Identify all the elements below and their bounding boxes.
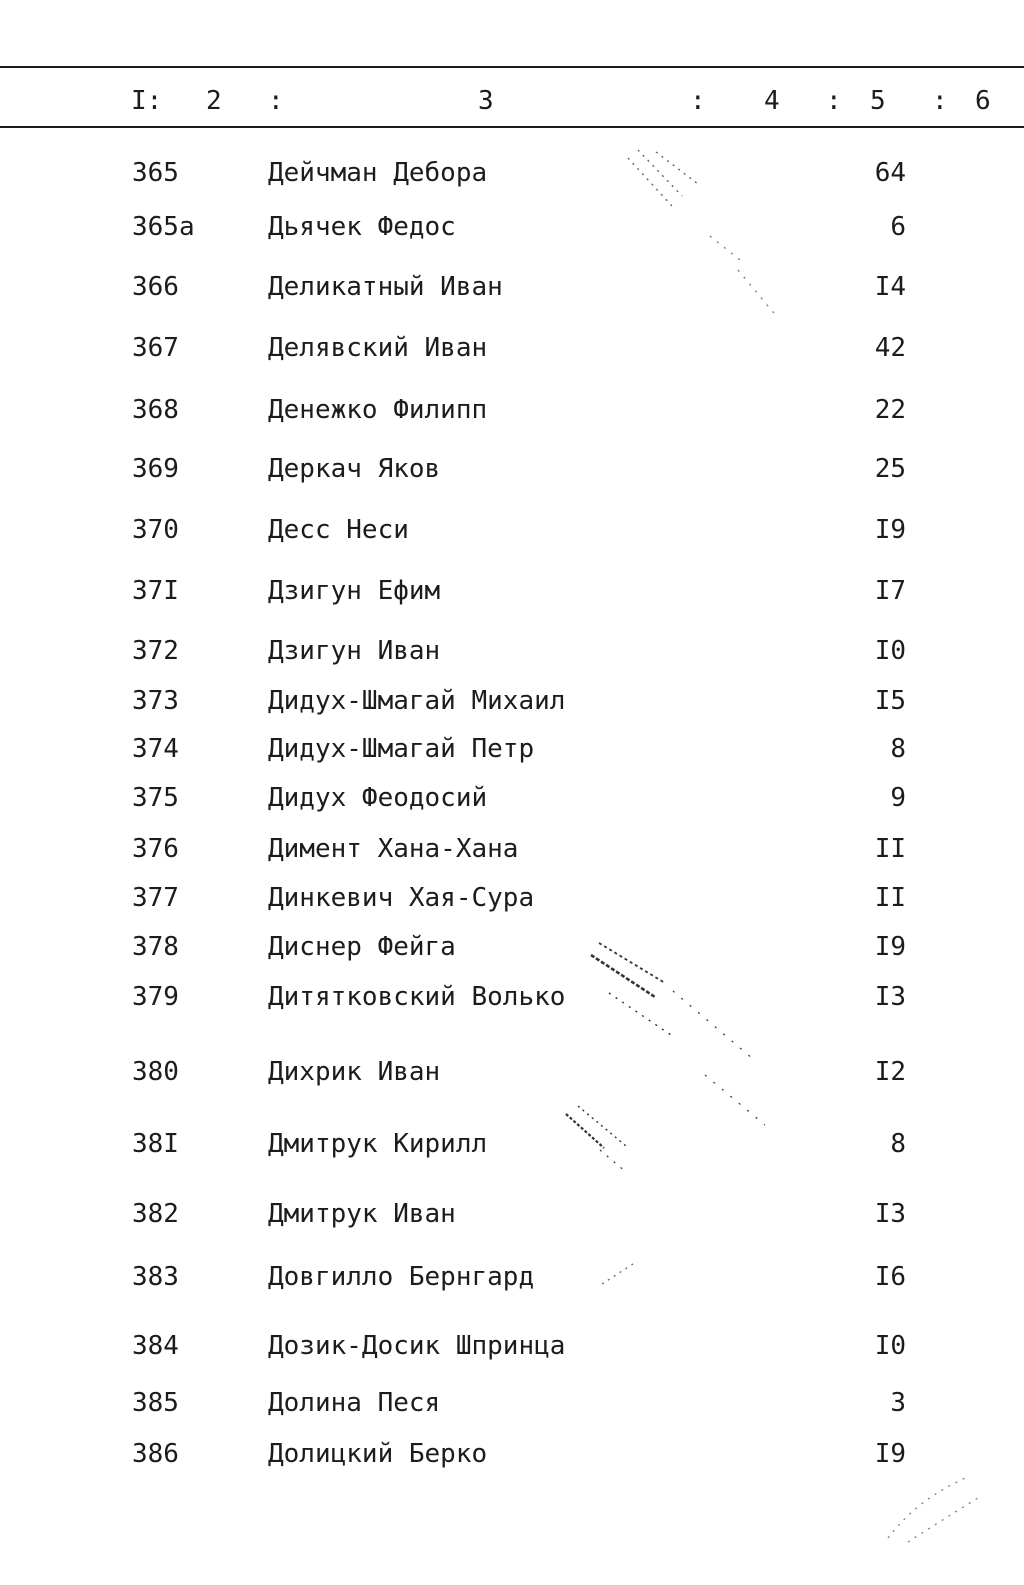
header-separator: : (690, 86, 706, 116)
entry-count: I6 (874, 1262, 906, 1292)
stamp-bleed-mark (598, 1258, 642, 1288)
entry-number: 377 (132, 883, 179, 913)
entry-name: Дидух-Шмагай Михаил (268, 686, 566, 716)
entry-number: 369 (132, 454, 179, 484)
entry-number: 376 (132, 834, 179, 864)
entry-number: 374 (132, 734, 179, 764)
entry-number: 384 (132, 1331, 179, 1361)
entry-count: I0 (874, 1331, 906, 1361)
entry-count: 8 (890, 734, 906, 764)
entry-number: 380 (132, 1057, 179, 1087)
entry-number: 382 (132, 1199, 179, 1229)
entry-name: Деликатный Иван (268, 272, 503, 302)
table-row (0, 451, 1024, 487)
header-separator: : (826, 86, 842, 116)
entry-number: 373 (132, 686, 179, 716)
table-row (0, 573, 1024, 609)
table-row (0, 979, 1024, 1015)
table-row (0, 831, 1024, 867)
entry-number: 370 (132, 515, 179, 545)
entry-number: 368 (132, 395, 179, 425)
header-col-6: 6 (975, 86, 991, 116)
entry-count: I4 (874, 272, 906, 302)
header-separator: : (268, 86, 284, 116)
entry-count: I9 (874, 1439, 906, 1469)
entry-count: 3 (890, 1388, 906, 1418)
table-row (0, 1436, 1024, 1472)
entry-name: Димент Хана-Хана (268, 834, 519, 864)
table-row (0, 269, 1024, 305)
entry-name: Дмитрук Иван (268, 1199, 456, 1229)
entry-count: I0 (874, 636, 906, 666)
header-col-1: I: (131, 86, 163, 116)
entry-number: 365а (132, 212, 195, 242)
stamp-bleed-mark (560, 1100, 650, 1180)
table-row (0, 1259, 1024, 1295)
table-row (0, 880, 1024, 916)
entry-number: 365 (132, 158, 179, 188)
entry-name: Дейчман Дебора (268, 158, 488, 188)
stamp-bleed-mark (620, 140, 710, 220)
entry-count: II (874, 883, 906, 913)
table-row (0, 731, 1024, 767)
entry-name: Дмитрук Кирилл (268, 1129, 488, 1159)
entry-number: 367 (132, 333, 179, 363)
table-row (0, 209, 1024, 245)
entry-name: Долицкий Берко (268, 1439, 488, 1469)
entry-count: 64 (874, 158, 906, 188)
entry-name: Дозик-Досик Шпринца (268, 1331, 566, 1361)
table-row (0, 929, 1024, 965)
table-row (0, 1385, 1024, 1421)
entry-name: Дьячек Федос (268, 212, 456, 242)
table-row (0, 1126, 1024, 1162)
stamp-bleed-mark (700, 230, 790, 330)
entry-count: I7 (874, 576, 906, 606)
entry-count: 42 (874, 333, 906, 363)
entry-name: Денежко Филипп (268, 395, 488, 425)
entry-count: 9 (890, 783, 906, 813)
entry-number: 372 (132, 636, 179, 666)
table-row (0, 1054, 1024, 1090)
table-row (0, 392, 1024, 428)
entry-count: 8 (890, 1129, 906, 1159)
entry-name: Дзигун Ефим (268, 576, 441, 606)
entry-count: 22 (874, 395, 906, 425)
entry-number: 385 (132, 1388, 179, 1418)
entry-name: Диснер Фейга (268, 932, 456, 962)
entry-count: I9 (874, 932, 906, 962)
entry-count: II (874, 834, 906, 864)
entry-number: 383 (132, 1262, 179, 1292)
stamp-bleed-mark (878, 1468, 988, 1548)
entry-name: Дитятковский Волько (268, 982, 566, 1012)
header-top-rule (0, 66, 1024, 68)
entry-number: 379 (132, 982, 179, 1012)
header-bottom-rule (0, 126, 1024, 128)
entry-count: 25 (874, 454, 906, 484)
header-separator: : (932, 86, 948, 116)
entry-count: I3 (874, 1199, 906, 1229)
header-col-3: 3 (478, 86, 494, 116)
entry-name: Дидух-Шмагай Петр (268, 734, 535, 764)
table-row (0, 330, 1024, 366)
entry-name: Делявский Иван (268, 333, 488, 363)
entry-name: Дихрик Иван (268, 1057, 441, 1087)
entry-number: 378 (132, 932, 179, 962)
entry-count: I9 (874, 515, 906, 545)
entry-count: I3 (874, 982, 906, 1012)
header-col-5: 5 (870, 86, 886, 116)
entry-number: 366 (132, 272, 179, 302)
table-row (0, 780, 1024, 816)
entry-name: Деркач Яков (268, 454, 441, 484)
entry-number: 375 (132, 783, 179, 813)
entry-count: 6 (890, 212, 906, 242)
table-row (0, 683, 1024, 719)
entry-number: 38I (132, 1129, 179, 1159)
header-col-2: 2 (206, 86, 222, 116)
entry-name: Довгилло Бернгард (268, 1262, 535, 1292)
entry-number: 37I (132, 576, 179, 606)
table-row (0, 1328, 1024, 1364)
table-row (0, 1196, 1024, 1232)
entry-name: Дидух Феодосий (268, 783, 488, 813)
entry-name: Дзигун Иван (268, 636, 441, 666)
entry-count: I2 (874, 1057, 906, 1087)
entry-count: I5 (874, 686, 906, 716)
entry-name: Динкевич Хая-Сура (268, 883, 535, 913)
table-row (0, 512, 1024, 548)
entry-name: Долина Песя (268, 1388, 441, 1418)
table-row (0, 155, 1024, 191)
header-col-4: 4 (764, 86, 780, 116)
entry-name: Десс Неси (268, 515, 409, 545)
table-row (0, 633, 1024, 669)
entry-number: 386 (132, 1439, 179, 1469)
